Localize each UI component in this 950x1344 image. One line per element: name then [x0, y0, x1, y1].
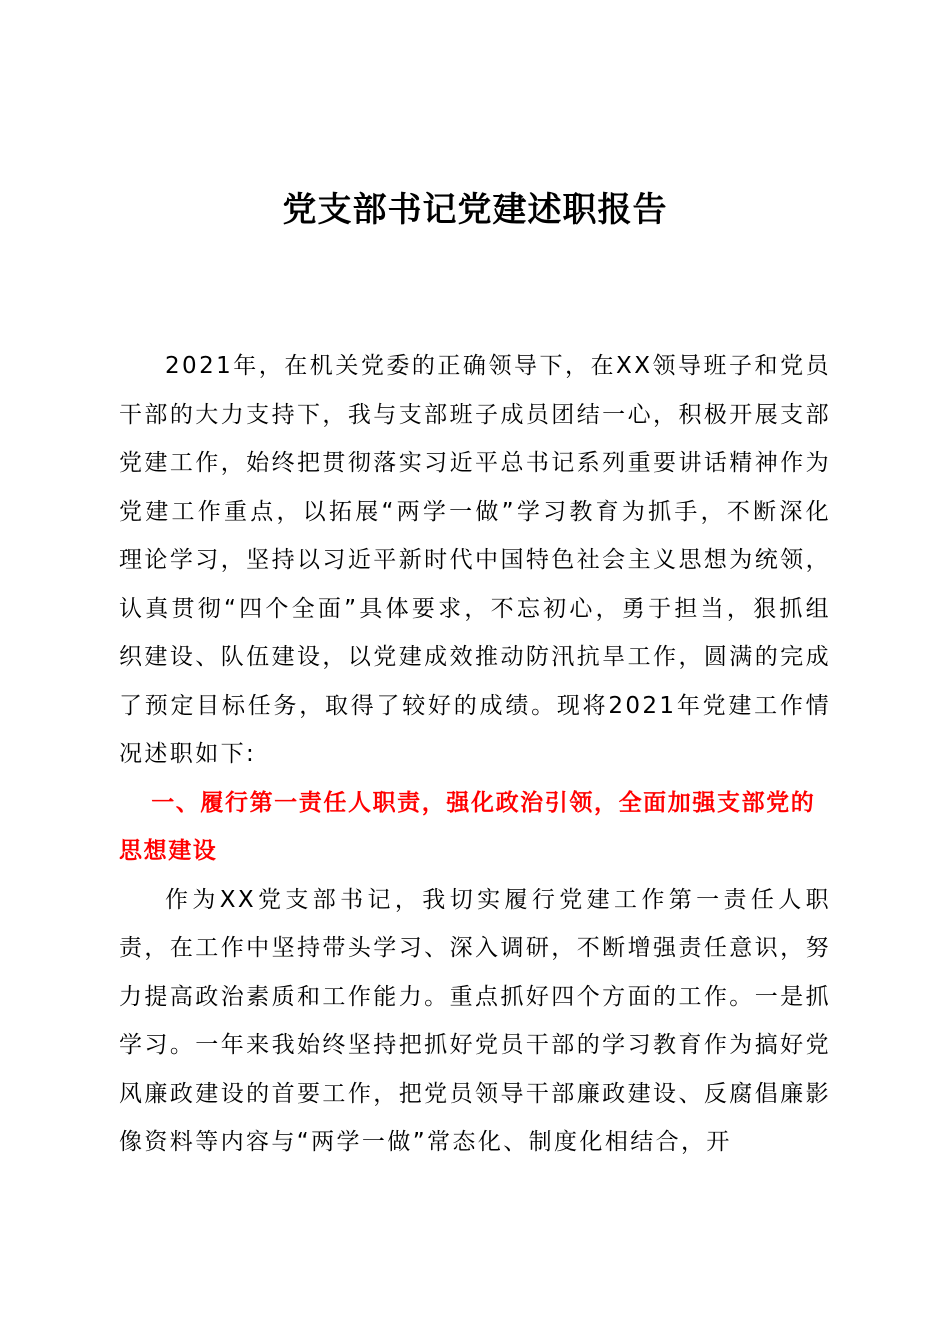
section-heading: 一、履行第一责任人职责，强化政治引领，全面加强支部党的思想建设	[119, 789, 816, 864]
section-paragraph: 作为XX党支部书记，我切实履行党建工作第一责任人职责，在工作中坚持带头学习、深入调研，不断增强责任意识，努力提高政治素质和工作能力。重点抓好四个方面的工作。一是抓学习。一年来我始终坚持把抓好党员干部的学习教育作为搞好党风廉政建设的首要工作，把党员领导干部廉政建设、反腐倡廉影像资料等内容与“两学一做”常态化、制度化相结合，开	[119, 886, 831, 1155]
document-body	[119, 342, 831, 1167]
intro-paragraph: 2021年，在机关党委的正确领导下，在XX领导班子和党员干部的大力支持下，我与支部班子成员团结一心，积极开展支部党建工作，始终把贯彻落实习近平总书记系列重要讲话精神作为党建工作重点，以拓展“两学一做”学习教育为抓手，不断深化理论学习，坚持以习近平新时代中国特色社会主义思想为统领，认真贯彻“四个全面”具体要求，不忘初心，勇于担当，狠抓组织建设、队伍建设，以党建成效推动防汛抗旱工作，圆满的完成了预定目标任务，取得了较好的成绩。现将2021年党建工作情况述职如下:	[119, 353, 831, 767]
document-title: 党支部书记党建述职报告	[282, 190, 668, 230]
